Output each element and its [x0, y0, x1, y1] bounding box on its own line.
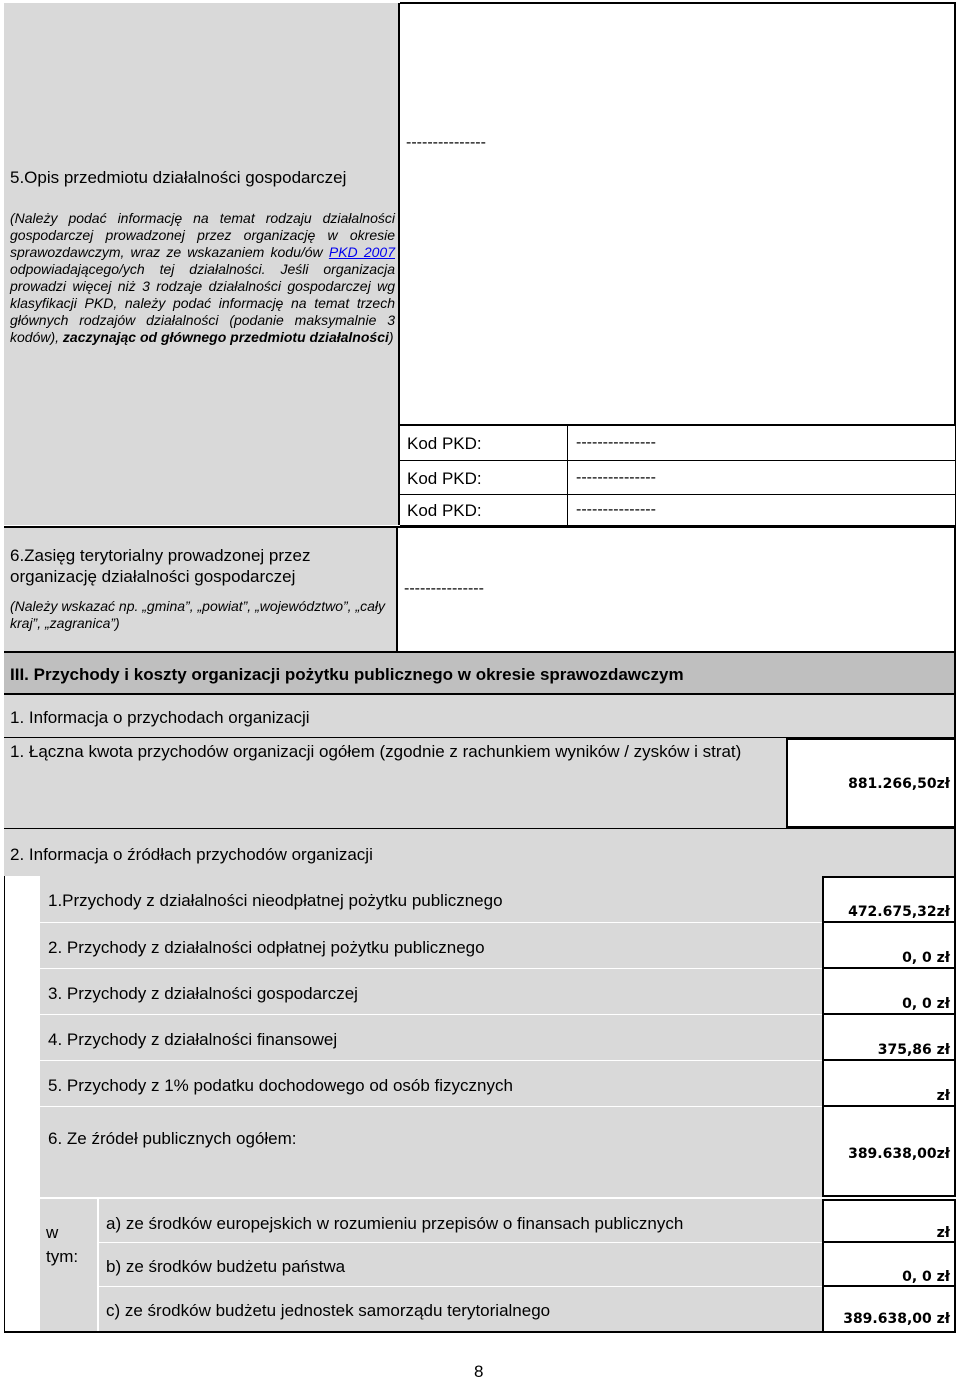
source-label-1: 1.Przychody z działalności nieodpłatnej pożytku publicznego [48, 891, 503, 910]
total-value: 881.266,50zł [848, 776, 950, 792]
section5-desc-b: odpowiadającego/ych tej działalności. Jeśli organizacja prowadzi więcej niż 3 rodzaje działalności gospodarczej wg klasyfikacji PKD, należy podać informację na temat trzech głównych rodzajów działalności (podanie maksymalnie 3 kodów), [10, 261, 395, 345]
income-table [4, 876, 956, 1333]
pkd-row-3 [400, 495, 956, 526]
total-label: 1. Łączna kwota przychodów organizacji ogółem (zgodnie z rachunkiem wyników / zysków i strat) [10, 742, 742, 761]
source-row-1 [40, 876, 822, 923]
pkd-row-1 [400, 426, 956, 461]
sub2-header [4, 828, 956, 876]
source-value-5: zł [936, 1088, 950, 1104]
sub-row-c [99, 1287, 822, 1333]
sub-value-a: zł [936, 1225, 950, 1241]
pkd-value-3: --------------- [576, 501, 656, 518]
pkd-row-2 [400, 461, 956, 495]
source-label-2: 2. Przychody z działalności odpłatnej pożytku publicznego [48, 938, 485, 957]
source-row-5 [40, 1061, 822, 1107]
pkd-divider-3 [567, 495, 568, 526]
sub-value-c: 389.638,00 zł [843, 1311, 950, 1327]
source-label-5: 5. Przychody z 1% podatku dochodowego od osób fizycznych [48, 1076, 513, 1095]
source-label-6: 6. Ze źródeł publicznych ogółem: [48, 1129, 297, 1148]
source-value-4: 375,86 zł [877, 1042, 950, 1058]
sub-row-a [99, 1199, 822, 1243]
source-value-3: 0, 0 zł [902, 996, 950, 1012]
source-row-2 [40, 923, 822, 969]
pkd-label-1: Kod PKD: [407, 434, 482, 453]
sub1-title: 1. Informacja o przychodach organizacji [10, 708, 310, 727]
section5-title: 5.Opis przedmiotu działalności gospodarczej [10, 168, 347, 187]
section6-note: (Należy wskazać np. „gmina”, „powiat”, „województwo”, „cały kraj”, „zagranica”) [10, 598, 385, 631]
table-bottom-border [4, 1331, 956, 1333]
section5-desc-d: ) [388, 329, 394, 345]
pkd-table [400, 426, 956, 526]
source-row-3 [40, 969, 822, 1015]
source-row-6 [40, 1107, 822, 1197]
sub-value-b: 0, 0 zł [902, 1269, 950, 1285]
pkd-value-1: --------------- [576, 434, 656, 451]
section5-desc-a: (Należy podać informację na temat rodzaju działalności gospodarczej prowadzonej przez organizację w okresie sprawozdawczym, wraz ze wskazaniem kodu/ów [10, 210, 395, 260]
pkd-label-2: Kod PKD: [407, 469, 482, 488]
section3-header [4, 651, 956, 695]
source-label-4: 4. Przychody z działalności finansowej [48, 1030, 338, 1049]
pkd-label-3: Kod PKD: [407, 501, 482, 520]
pkd-divider-1 [567, 426, 568, 461]
section5-value: --------------- [406, 134, 486, 151]
source-row-4 [40, 1015, 822, 1061]
section6-title: 6.Zasięg terytorialny prowadzonej przez organizację działalności gospodarczej [10, 546, 311, 586]
pkd-divider-2 [567, 461, 568, 495]
section3-title: III. Przychody i koszty organizacji pożytku publicznego w okresie sprawozdawczym [10, 665, 684, 684]
source-label-3: 3. Przychody z działalności gospodarczej [48, 984, 358, 1003]
source-value-1: 472.675,32zł [848, 904, 950, 920]
indent-strip [4, 876, 40, 1196]
sub-label-c: c) ze środków budżetu jednostek samorządu terytorialnego [106, 1301, 551, 1320]
sub2-title: 2. Informacja o źródłach przychodów organizacji [10, 845, 373, 864]
section5-value-cell [400, 2, 956, 426]
sub-row-b [99, 1243, 822, 1287]
sub-label-a: a) ze środków europejskich w rozumieniu przepisów o finansach publicznych [106, 1214, 684, 1233]
pkd-2007-link[interactable]: PKD 2007 [328, 244, 395, 260]
sub-label-b: b) ze środków budżetu państwa [106, 1257, 346, 1276]
indent-strip-2 [4, 1196, 40, 1333]
wtym-label: w tym: [46, 1223, 79, 1266]
page-number: 8 [474, 1362, 484, 1381]
source-value-6: 389.638,00zł [848, 1146, 950, 1162]
section5-description [10, 210, 395, 346]
sub1-header [4, 695, 956, 738]
source-value-2: 0, 0 zł [902, 950, 950, 966]
section6-value: --------------- [404, 580, 484, 597]
wtym-cell [40, 1199, 98, 1333]
section5-desc-c: zaczynając od głównego przedmiotu działalności [62, 329, 389, 345]
pkd-value-2: --------------- [576, 469, 656, 486]
